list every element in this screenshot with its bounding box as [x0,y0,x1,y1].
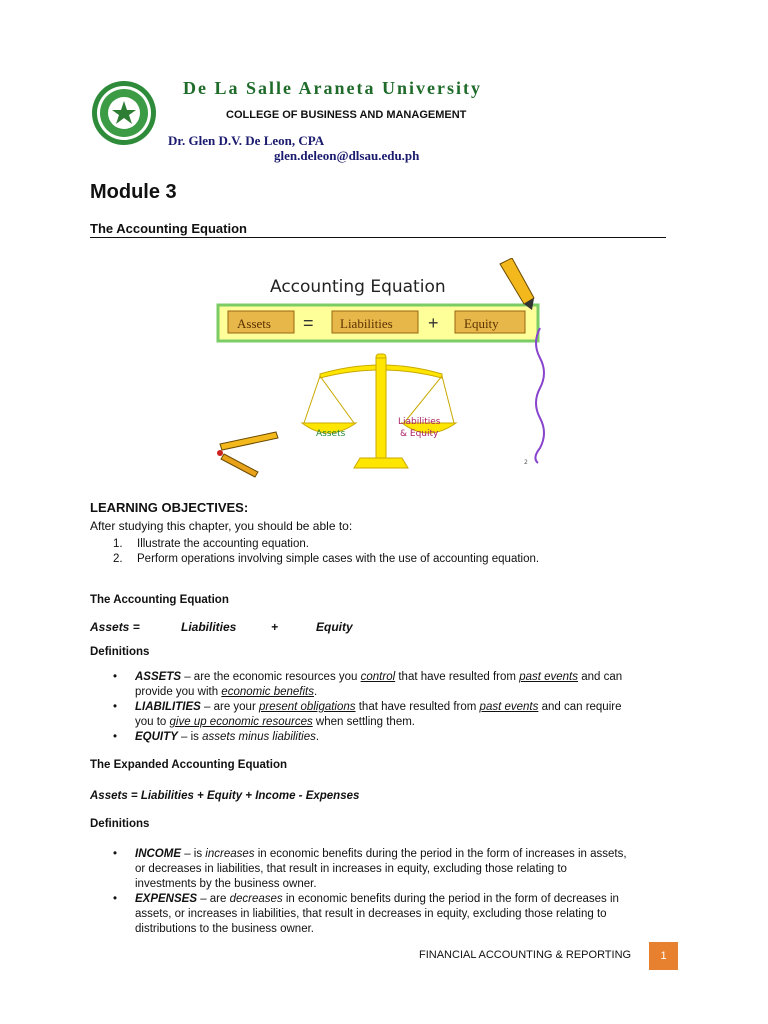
right-pan-label-line1: Liabilities [398,417,441,427]
college-name: COLLEGE OF BUSINESS AND MANAGEMENT [226,109,467,121]
objective-item: 2. Perform operations involving simple cases with the use of accounting equation. [113,553,540,565]
expanded-heading: The Expanded Accounting Equation [90,759,287,771]
objectives-intro: After studying this chapter, you should be able to: [90,519,353,533]
equation-plus: + [271,620,279,634]
definitions-list [113,670,693,745]
university-name: De La Salle Araneta University [183,78,482,98]
crossed-pencils-icon [217,432,278,477]
equation-equity: Equity [316,620,353,634]
expanded-definitions-list [113,847,693,937]
accounting-equation-figure [210,258,550,478]
plus-sign: + [428,313,439,333]
page-number-badge: 1 [649,942,678,970]
wavy-line [535,328,544,463]
equation-liabilities: Liabilities [181,620,237,634]
professor-email: glen.deleon@dlsau.edu.ph [274,148,420,163]
equity-box-label: Equity [464,316,499,331]
equation-heading: The Accounting Equation [90,594,229,606]
assets-box-label: Assets [237,316,271,331]
right-pan-label-line2: & Equity [400,429,439,439]
figure-title: Accounting Equation [270,277,446,297]
expanded-definitions-heading: Definitions [90,818,150,830]
definition-assets: • ASSETS – are the economic resources you control that have resulted from past events and can provide you with economic benefits. [113,670,693,700]
left-pan-label: Assets [316,429,346,439]
objectives-list [113,537,539,567]
professor-name: Dr. Glen D.V. De Leon, CPA [168,133,325,148]
definition-equity: • EQUITY – is assets minus liabilities. [113,730,693,745]
balance-scale [302,354,456,468]
definition-expenses: • EXPENSES – are decreases in economic benefits during the period in the form of decreases in assets, or increases in liabilities, that result in decreases in equity, excluding those relating to distributions to the business owner. [113,892,693,937]
definition-income: • INCOME – is increases in economic benefits during the period in the form of increases in assets, or decreases in liabilities, that result in increases in equity, excluding those relating to investments by the business owner. [113,847,693,892]
topic-title: The Accounting Equation [90,221,666,238]
equation-assets: Assets = [90,620,140,634]
objectives-heading: LEARNING OBJECTIVES: [90,500,249,515]
pencil-icon [500,258,534,310]
expanded-equation: Assets = Liabilities + Equity + Income - Expenses [90,790,360,802]
liabilities-box-label: Liabilities [340,316,393,331]
definition-liabilities: • LIABILITIES – are your present obligations that have resulted from past events and can require you to give up economic resources when settling them. [113,700,693,730]
slide-number: 2 [524,459,528,466]
module-title: Module 3 [90,181,177,203]
university-seal-logo [91,80,157,146]
equals-sign: = [303,313,314,333]
definitions-heading: Definitions [90,646,150,658]
footer-course-title: FINANCIAL ACCOUNTING & REPORTING [419,949,632,961]
objective-item: 1. Illustrate the accounting equation. [113,538,309,550]
